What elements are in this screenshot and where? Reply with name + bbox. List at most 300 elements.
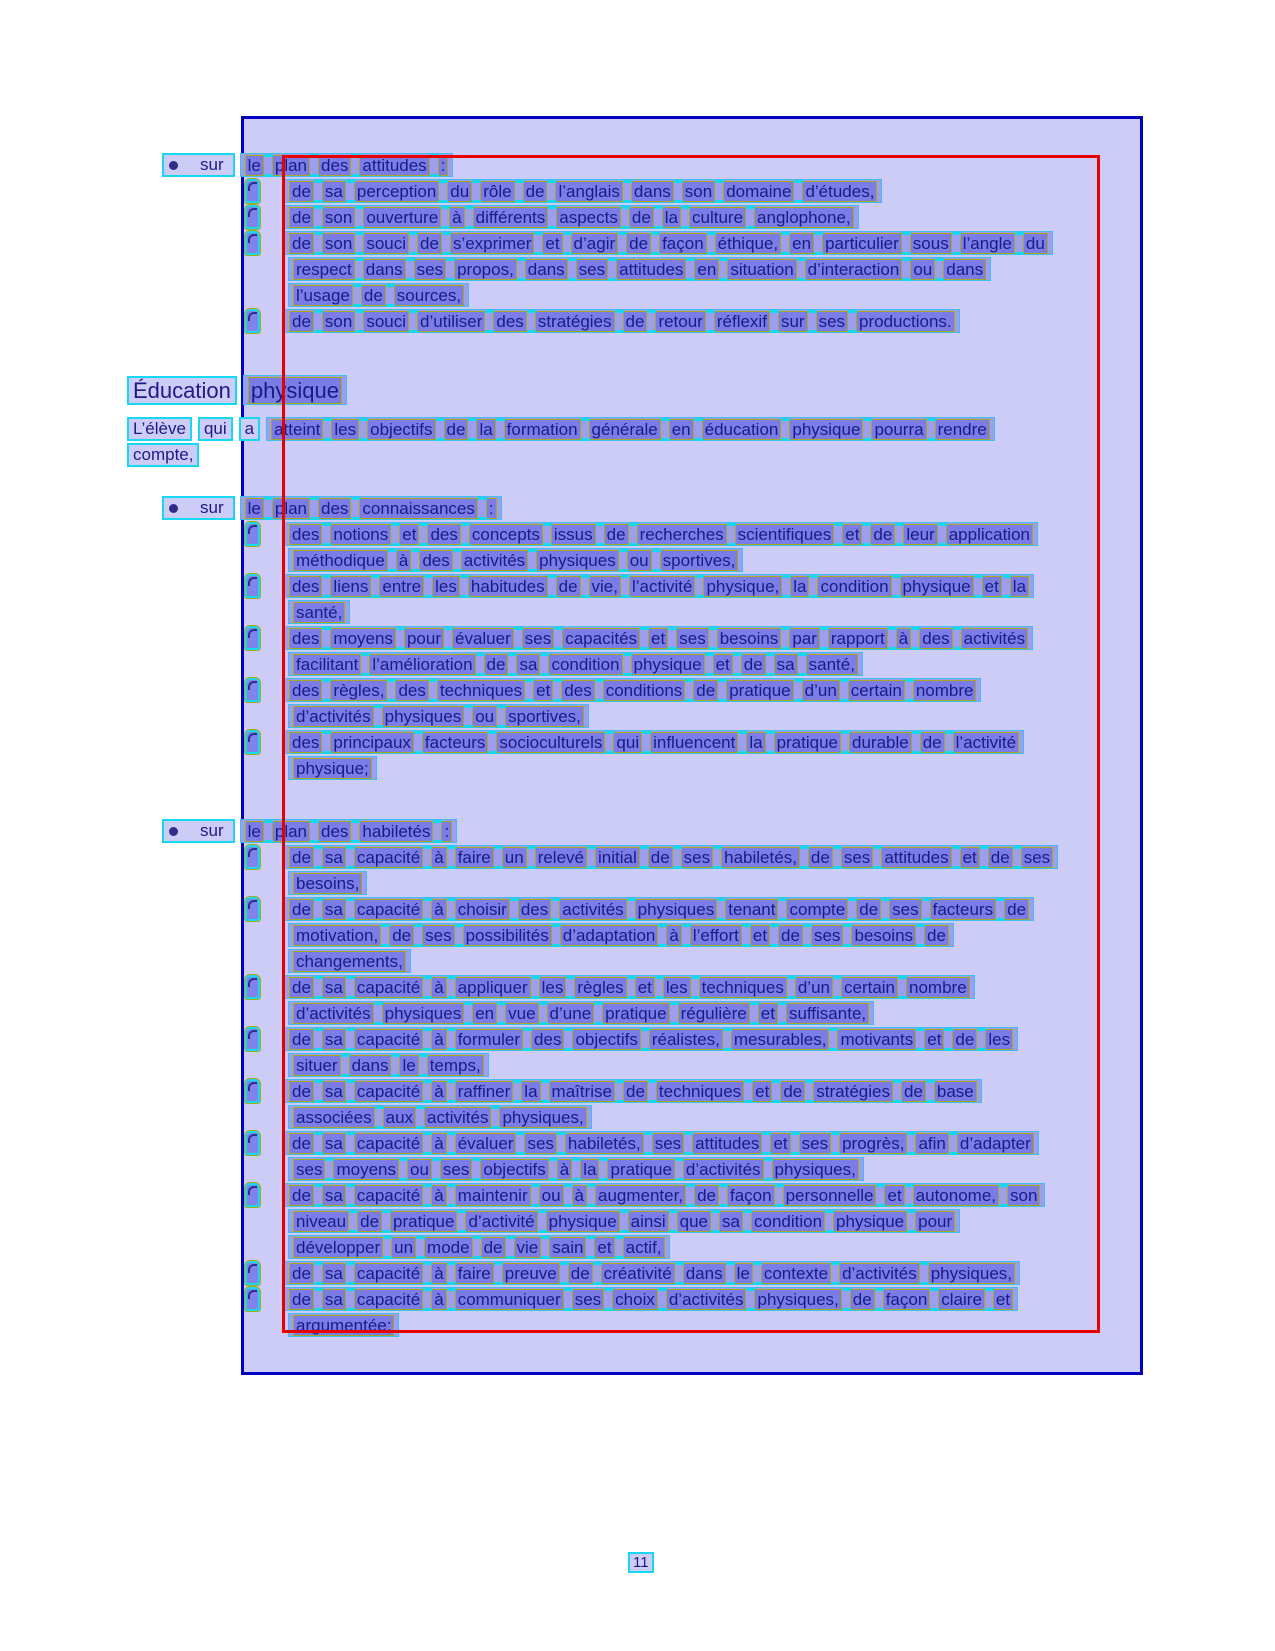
word-box: durable — [849, 732, 912, 753]
word-box: de — [444, 419, 469, 440]
word-box: qui — [613, 732, 642, 753]
word-box: sa — [322, 847, 346, 868]
word-box: motivants — [837, 1029, 916, 1050]
word-box: sa — [322, 1133, 346, 1154]
word-box: capacité — [354, 1263, 423, 1284]
word-box: d’un — [795, 977, 833, 998]
word-box: de — [693, 680, 718, 701]
word-box: le — [734, 1263, 753, 1284]
text-line — [288, 1000, 1058, 1026]
word-box: physiques, — [754, 1289, 841, 1310]
word-box: de — [626, 233, 651, 254]
word-box: de — [357, 1211, 382, 1232]
word-box: ses — [676, 628, 708, 649]
word-box: particulier — [822, 233, 902, 254]
word-box: et — [842, 524, 862, 545]
word-box: entre — [379, 576, 424, 597]
word-box: vie — [514, 1237, 542, 1258]
word-box: physiques — [536, 550, 619, 571]
word-box: culture — [689, 207, 746, 228]
word-box: raffiner — [455, 1081, 514, 1102]
word-box: formuler — [455, 1029, 523, 1050]
word-box: capacité — [354, 899, 423, 920]
word-box: vie, — [589, 576, 621, 597]
word-box: aux — [383, 1107, 416, 1128]
line-highlight — [288, 1235, 670, 1259]
word-box: ses — [414, 259, 446, 280]
word-box: un — [391, 1237, 416, 1258]
word-box: situer — [293, 1055, 341, 1076]
sub-bullet-icon — [245, 1287, 260, 1311]
line-highlight — [288, 600, 350, 624]
word-box: de — [289, 899, 314, 920]
word-box: dans — [683, 1263, 726, 1284]
sub-bullet-icon — [245, 730, 260, 754]
sub-bullet-icon — [245, 626, 260, 650]
word-box: son — [322, 233, 355, 254]
text-line — [288, 948, 1058, 974]
line-highlight — [288, 1157, 864, 1181]
word-box: l’angle — [960, 233, 1015, 254]
word-box: physiques — [635, 899, 718, 920]
word-box: de — [417, 233, 442, 254]
word-box: besoins — [717, 628, 782, 649]
word-box: sa — [322, 1029, 346, 1050]
word-box: ouverture — [363, 207, 441, 228]
text-line — [288, 256, 1058, 282]
word-box: tenant — [725, 899, 778, 920]
word-box: des — [289, 732, 322, 753]
sub-bullet-icon — [245, 179, 260, 203]
word-box: à — [431, 1185, 446, 1206]
word-box: faire — [455, 847, 494, 868]
word-box: et — [399, 524, 419, 545]
word-box: attitudes — [359, 155, 429, 176]
word-box: à — [449, 207, 464, 228]
word-box: sa — [322, 899, 346, 920]
word-box: faire — [455, 1263, 494, 1284]
word-box: à — [431, 899, 446, 920]
bullet-prefix — [162, 153, 235, 177]
line-highlight — [284, 179, 882, 203]
word-box: anglophone, — [754, 207, 854, 228]
word-box: capacité — [354, 977, 423, 998]
word-box: son — [682, 181, 715, 202]
word-box: physiques — [382, 1003, 465, 1024]
word-box: de — [389, 925, 414, 946]
line-highlight — [288, 1001, 874, 1025]
word-box: des — [289, 524, 322, 545]
word-box: condition — [751, 1211, 825, 1232]
sub-bullet-icon — [245, 231, 260, 255]
sub-bullet-icon — [245, 1079, 260, 1103]
word-box: de — [289, 1133, 314, 1154]
text-line — [288, 599, 1058, 625]
sub-bullet-icon — [245, 574, 260, 598]
word-box: physique — [546, 1211, 620, 1232]
word-box: retour — [655, 311, 705, 332]
word-box: dans — [631, 181, 674, 202]
word-box-outer: L’élève — [127, 417, 192, 441]
word-box: capacités — [562, 628, 640, 649]
text-line — [127, 442, 1058, 468]
bullet-dot-icon — [169, 827, 178, 836]
word-box: maintenir — [455, 1185, 531, 1206]
line-highlight — [284, 205, 859, 229]
word-box: claire — [938, 1289, 985, 1310]
word-box: de — [523, 181, 548, 202]
word-box: appliquer — [455, 977, 531, 998]
word-box: sa — [516, 654, 540, 675]
word-box: l’amélioration — [369, 654, 475, 675]
text-line — [245, 204, 1058, 230]
line-highlight — [288, 548, 743, 572]
word-box: ainsi — [628, 1211, 669, 1232]
word-box: maîtrise — [549, 1081, 615, 1102]
word-box: à — [431, 1133, 446, 1154]
word-box: sportives, — [505, 706, 584, 727]
word-box: et — [758, 1003, 778, 1024]
word-box: base — [934, 1081, 977, 1102]
bullet-prefix-label: sur — [200, 498, 224, 517]
word-box: règles, — [330, 680, 387, 701]
bullet-prefix-label: sur — [200, 821, 224, 840]
word-box: capacité — [354, 847, 423, 868]
word-box: moyens — [330, 628, 396, 649]
line-highlight — [288, 1105, 592, 1129]
word-box: recherches — [637, 524, 727, 545]
text-line — [288, 703, 1058, 729]
word-box: sa — [774, 654, 798, 675]
sub-bullet-icon — [245, 975, 260, 999]
word-box: productions. — [856, 311, 955, 332]
word-box: de — [808, 847, 833, 868]
word-box: des — [289, 680, 322, 701]
word-box: des — [493, 311, 526, 332]
word-box: preuve — [502, 1263, 560, 1284]
sub-bullet-icon — [245, 678, 260, 702]
word-box: de — [361, 285, 386, 306]
word-box: temps, — [427, 1055, 484, 1076]
line-highlight — [243, 375, 347, 405]
line-highlight — [284, 678, 981, 702]
line-highlight — [284, 626, 1033, 650]
word-box: ses — [652, 1133, 684, 1154]
word-box: de — [924, 925, 949, 946]
word-box: en — [789, 233, 814, 254]
text-line — [245, 1182, 1058, 1208]
text-line — [245, 1078, 1058, 1104]
word-box: pratique — [726, 680, 793, 701]
sub-bullet-icon — [245, 845, 260, 869]
word-box: de — [901, 1081, 926, 1102]
sub-bullet-icon — [245, 522, 260, 546]
word-box: sa — [322, 1289, 346, 1310]
text-line — [288, 1234, 1058, 1260]
word-box: sous — [910, 233, 952, 254]
word-box: : — [438, 155, 449, 176]
word-box: un — [502, 847, 527, 868]
word-box: réflexif — [714, 311, 770, 332]
word-box: de — [289, 233, 314, 254]
word-box: pourra — [871, 419, 926, 440]
word-box: rôle — [480, 181, 514, 202]
word-box: associées — [293, 1107, 375, 1128]
word-box: ou — [407, 1159, 432, 1180]
text-line — [162, 152, 1058, 178]
text-line — [245, 1130, 1058, 1156]
line-highlight — [284, 309, 960, 333]
word-box: physiques, — [928, 1263, 1015, 1284]
word-box: rendre — [935, 419, 990, 440]
word-box: argumentée; — [293, 1315, 394, 1336]
text-line — [288, 547, 1058, 573]
word-box: sa — [322, 1081, 346, 1102]
word-box: de — [289, 847, 314, 868]
word-box: souci — [363, 311, 409, 332]
word-box: du — [447, 181, 472, 202]
word-box: attitudes — [616, 259, 686, 280]
word-box: capacité — [354, 1029, 423, 1050]
word-box: liens — [330, 576, 371, 597]
sub-bullet-icon — [245, 897, 260, 921]
word-box: mesurables, — [731, 1029, 830, 1050]
word-box: de — [623, 1081, 648, 1102]
sub-bullet-icon — [245, 205, 260, 229]
text-line — [245, 1026, 1058, 1052]
word-box: nombre — [913, 680, 977, 701]
line-highlight — [284, 1079, 982, 1103]
line-highlight — [288, 652, 863, 676]
line-highlight — [288, 871, 367, 895]
line-highlight — [240, 819, 458, 843]
word-box: à — [557, 1159, 572, 1180]
text-line — [245, 308, 1058, 334]
word-box: et — [713, 654, 733, 675]
word-box: objectifs — [480, 1159, 548, 1180]
line-highlight — [284, 1261, 1020, 1285]
word-box: éthique, — [715, 233, 782, 254]
line-highlight — [288, 1209, 960, 1233]
word-box: ses — [576, 259, 608, 280]
word-box: à — [431, 1263, 446, 1284]
word-box: activités — [559, 899, 626, 920]
word-box: et — [648, 628, 668, 649]
page-content — [0, 152, 1058, 1338]
word-box: sain — [549, 1237, 586, 1258]
word-box: physiques — [382, 706, 465, 727]
word-box: pour — [404, 628, 444, 649]
word-box: s’exprimer — [450, 233, 534, 254]
word-box: pratique — [607, 1159, 674, 1180]
word-box: de — [289, 1289, 314, 1310]
word-box: habiletés — [359, 821, 433, 842]
word-box: l’anglais — [555, 181, 622, 202]
word-box: de — [289, 311, 314, 332]
line-highlight — [284, 1183, 1045, 1207]
word-box: de — [289, 207, 314, 228]
word-box: certain — [841, 977, 898, 998]
text-line — [288, 282, 1058, 308]
word-box: des — [395, 680, 428, 701]
word-box: d’activités — [293, 706, 374, 727]
word-box: santé, — [806, 654, 858, 675]
word-box: les — [432, 576, 460, 597]
line-highlight — [284, 975, 975, 999]
word-box: pratique — [774, 732, 841, 753]
sub-bullet-icon — [245, 1131, 260, 1155]
word-box: de — [568, 1263, 593, 1284]
word-box: facteurs — [930, 899, 996, 920]
text-line — [245, 844, 1058, 870]
word-box: les — [663, 977, 691, 998]
text-line — [245, 521, 1058, 547]
word-box: du — [1023, 233, 1048, 254]
word-box: ses — [681, 847, 713, 868]
word-box: de — [952, 1029, 977, 1050]
word-box: de — [648, 847, 673, 868]
line-highlight — [284, 897, 1034, 921]
word-box: de — [988, 847, 1013, 868]
word-box: de — [920, 732, 945, 753]
word-box: d’utiliser — [417, 311, 485, 332]
word-box: en — [472, 1003, 497, 1024]
word-box: afin — [915, 1133, 948, 1154]
word-box: activités — [461, 550, 528, 571]
word-box: son — [322, 311, 355, 332]
sub-bullet-icon — [245, 1183, 260, 1207]
word-box: d’interaction — [805, 259, 903, 280]
word-box: par — [789, 628, 820, 649]
word-box: attitudes — [692, 1133, 762, 1154]
word-box: en — [694, 259, 719, 280]
word-box: aspects — [556, 207, 621, 228]
text-line — [245, 625, 1058, 651]
word-box: le — [245, 155, 264, 176]
word-box: créativité — [601, 1263, 675, 1284]
word-box: pour — [915, 1211, 955, 1232]
line-highlight — [284, 574, 1034, 598]
word-box: d’adapter — [957, 1133, 1034, 1154]
word-box: stratégies — [813, 1081, 893, 1102]
word-box: et — [960, 847, 980, 868]
word-box: ou — [472, 706, 497, 727]
word-box: habitudes — [468, 576, 548, 597]
word-box: la — [790, 576, 809, 597]
word-box: autonome, — [913, 1185, 999, 1206]
line-highlight — [284, 1287, 1018, 1311]
word-box: façon — [727, 1185, 775, 1206]
word-box: et — [635, 977, 655, 998]
word-box: et — [770, 1133, 790, 1154]
word-box: à — [431, 847, 446, 868]
word-box: socioculturels — [496, 732, 605, 753]
word-box: de — [629, 207, 654, 228]
word-box: concepts — [469, 524, 543, 545]
word-box: et — [993, 1289, 1013, 1310]
word-box: suffisante, — [786, 1003, 869, 1024]
word-box: sources, — [394, 285, 464, 306]
text-line — [288, 755, 1058, 781]
word-box: ou — [910, 259, 935, 280]
word-box: plan — [272, 155, 310, 176]
line-highlight — [288, 949, 411, 973]
bullet-prefix — [162, 819, 235, 843]
word-box: à — [572, 1185, 587, 1206]
bullet-prefix-label: sur — [200, 155, 224, 174]
word-box: de — [481, 1237, 506, 1258]
word-box: différents — [473, 207, 549, 228]
word-box: que — [677, 1211, 711, 1232]
line-highlight — [284, 730, 1024, 754]
word-box: les — [985, 1029, 1013, 1050]
word-box: ses — [572, 1289, 604, 1310]
word-box: stratégies — [535, 311, 615, 332]
word-box: et — [982, 576, 1002, 597]
word-box: physique — [900, 576, 974, 597]
line-highlight — [288, 756, 377, 780]
word-box: physique — [833, 1211, 907, 1232]
word-box: de — [289, 1185, 314, 1206]
word-box: et — [884, 1185, 904, 1206]
word-box: : — [441, 821, 452, 842]
word-box: techniques — [656, 1081, 744, 1102]
word-box: physique — [631, 654, 705, 675]
word-box: de — [856, 899, 881, 920]
word-box: à — [666, 925, 681, 946]
sub-bullet-icon — [245, 1261, 260, 1285]
word-box: la — [521, 1081, 540, 1102]
word-box: : — [486, 498, 497, 519]
text-line — [288, 651, 1058, 677]
word-box: les — [331, 419, 359, 440]
word-box: des — [419, 550, 452, 571]
word-box: pratique — [602, 1003, 669, 1024]
line-highlight — [266, 417, 995, 441]
line-highlight — [284, 845, 1058, 869]
text-line — [162, 495, 1058, 521]
line-highlight — [284, 1027, 1018, 1051]
word-box: mode — [424, 1237, 473, 1258]
word-box: activités — [424, 1107, 491, 1128]
word-box: physique — [789, 419, 863, 440]
word-box: règles — [574, 977, 626, 998]
word-box: façon — [883, 1289, 931, 1310]
word-box-outer: compte, — [127, 443, 199, 467]
word-box: à — [431, 1289, 446, 1310]
word-box: des — [318, 821, 351, 842]
word-box: à — [396, 550, 411, 571]
word-box: influencent — [650, 732, 738, 753]
word-box: sa — [719, 1211, 743, 1232]
word-box: initial — [595, 847, 640, 868]
word-box: connaissances — [359, 498, 477, 519]
word-box-outer: Éducation — [127, 376, 237, 405]
word-box: situation — [727, 259, 796, 280]
word-box: façon — [659, 233, 707, 254]
word-box: des — [318, 155, 351, 176]
word-box: développer — [293, 1237, 383, 1258]
text-line — [288, 1208, 1058, 1234]
text-line — [245, 1260, 1058, 1286]
text-line — [245, 896, 1058, 922]
word-box: de — [289, 977, 314, 998]
word-box: à — [896, 628, 911, 649]
word-box: scientifiques — [735, 524, 835, 545]
word-box: santé, — [293, 602, 345, 623]
text-line — [288, 1156, 1058, 1182]
word-box: choisir — [455, 899, 510, 920]
